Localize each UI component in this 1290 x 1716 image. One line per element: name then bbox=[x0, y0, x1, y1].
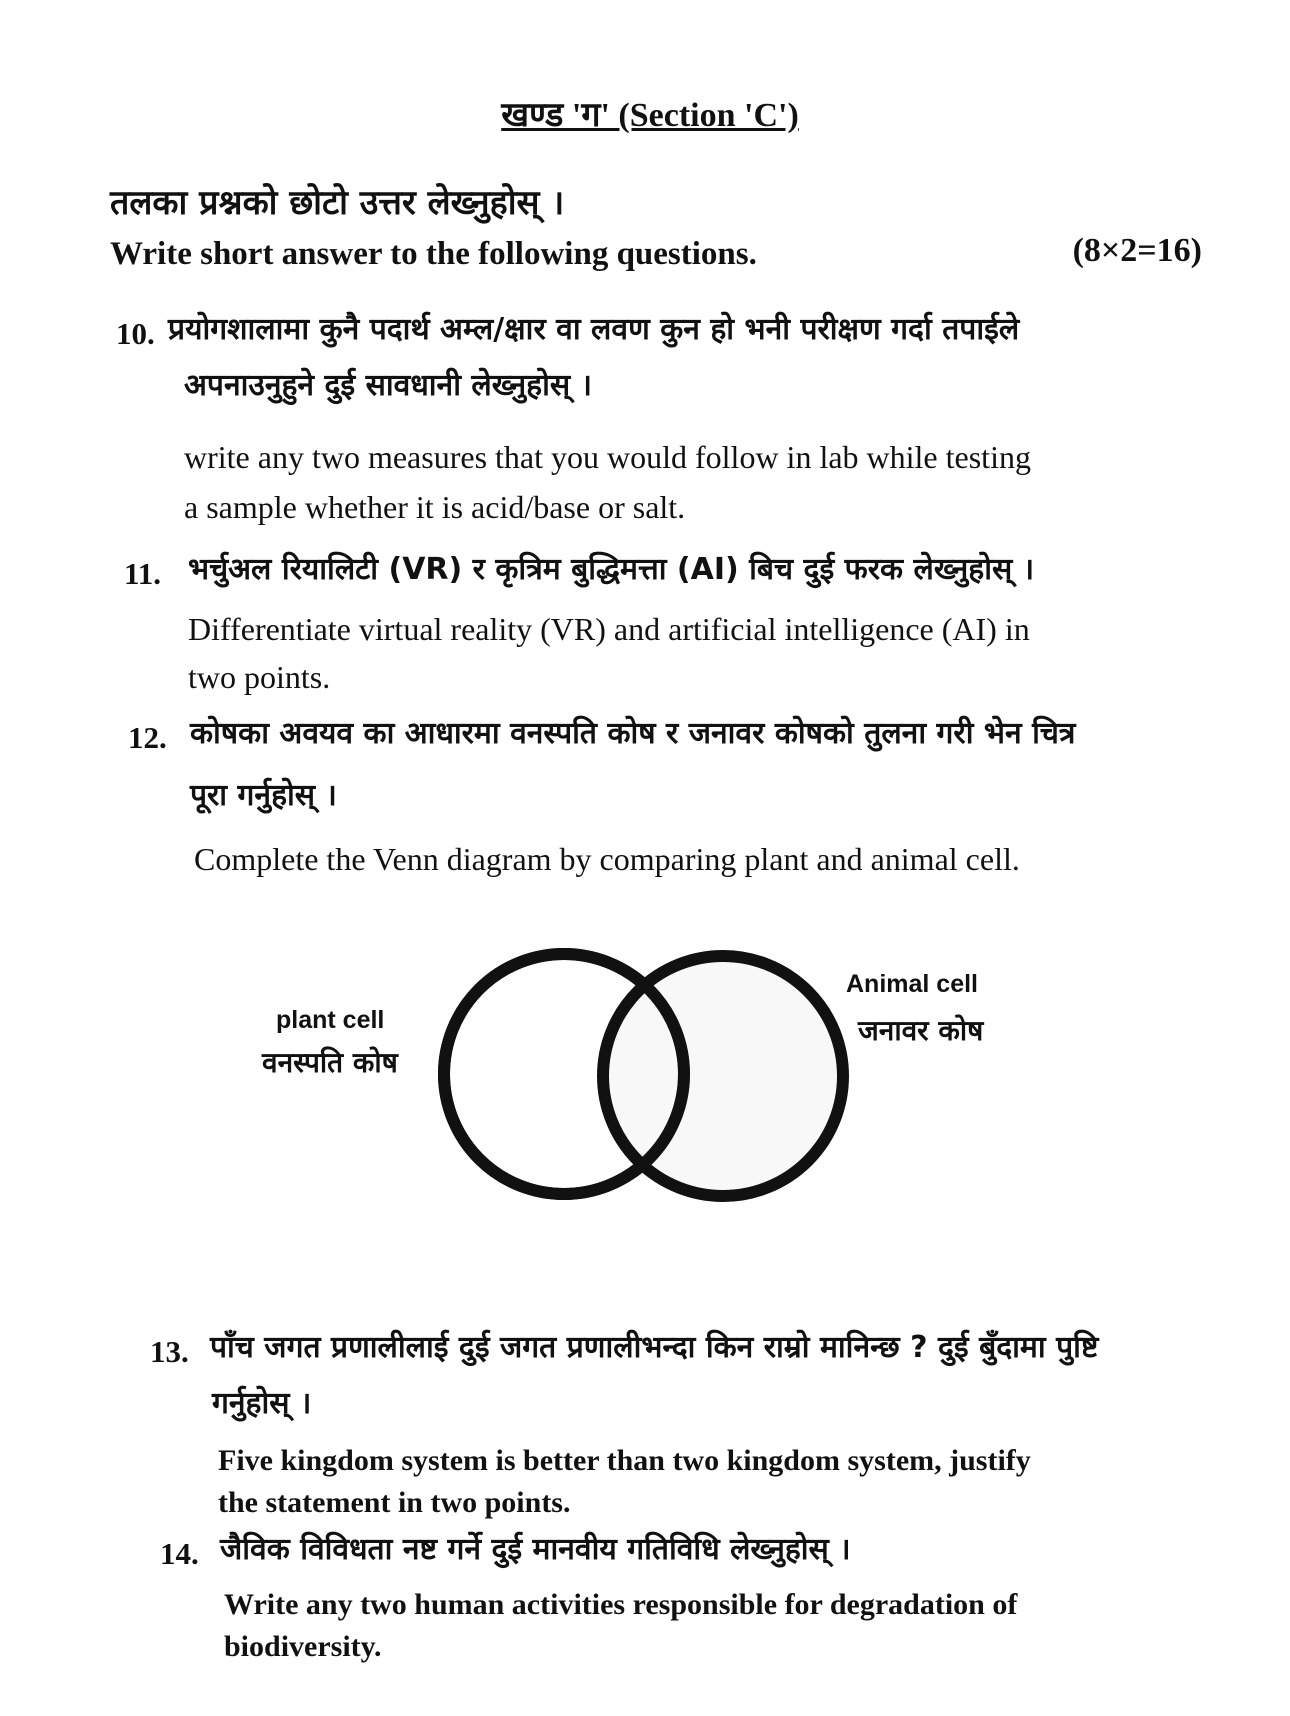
venn-label-animal-nepali: जनावर कोष bbox=[858, 1014, 984, 1047]
question-11-english-line-2: two points. bbox=[188, 659, 331, 695]
instruction-nepali: तलका प्रश्नको छोटो उत्तर लेख्नुहोस् । bbox=[110, 183, 565, 223]
question-13-english-line-2: the statement in two points. bbox=[218, 1486, 571, 1519]
question-14-english-line-2: biodiversity. bbox=[224, 1630, 382, 1663]
question-12-nepali-line-2: पूरा गर्नुहोस् । bbox=[190, 778, 337, 813]
question-12-nepali-line-1: कोषका अवयव का आधारमा वनस्पति कोष र जनावर कोषको तुलना गरी भेन चित्र bbox=[190, 716, 1076, 751]
question-10-nepali-line-2: अपनाउनुहुने दुई सावधानी लेख्नुहोस् । bbox=[184, 368, 592, 403]
question-13-english-line-1: Five kingdom system is better than two kingdom system, justify bbox=[218, 1444, 1031, 1477]
question-13-nepali-line-1: पाँच जगत प्रणालीलाई दुई जगत प्रणालीभन्दा किन राम्रो मानिन्छ ? दुई बुँदामा पुष्टि bbox=[210, 1330, 1099, 1365]
question-10-english-line-1: write any two measures that you would follow in lab while testing bbox=[184, 439, 1031, 475]
venn-label-plant-english: plant cell bbox=[276, 1006, 385, 1034]
question-13-nepali-line-2: गर्नुहोस् । bbox=[212, 1386, 312, 1421]
venn-label-plant-nepali: वनस्पति कोष bbox=[262, 1046, 398, 1079]
question-10-nepali-line-1: प्रयोगशालामा कुनै पदार्थ अम्ल/क्षार वा लवण कुन हो भनी परीक्षण गर्दा तपाईले bbox=[168, 312, 1020, 347]
instruction-english: Write short answer to the following questions. bbox=[110, 236, 757, 272]
question-12-number: 12. bbox=[128, 720, 167, 755]
question-11-english-line-1: Differentiate virtual reality (VR) and artificial intelligence (AI) in bbox=[188, 611, 1030, 647]
question-10-number: 10. bbox=[116, 316, 155, 351]
marks-allocation: (8×2=16) bbox=[1072, 232, 1202, 269]
question-11-nepali-line-1: भर्चुअल रियालिटी (VR) र कृत्रिम बुद्धिमत्ता (AI) बिच दुई फरक लेख्नुहोस् । bbox=[188, 552, 1035, 587]
question-14-english-line-1: Write any two human activities responsible for degradation of bbox=[224, 1588, 1018, 1621]
question-13-number: 13. bbox=[150, 1334, 189, 1369]
question-12-english-line-1: Complete the Venn diagram by comparing plant and animal cell. bbox=[194, 841, 1020, 877]
question-14-number: 14. bbox=[160, 1536, 199, 1571]
question-11-number: 11. bbox=[124, 556, 162, 591]
question-10-english-line-2: a sample whether it is acid/base or salt. bbox=[184, 489, 686, 525]
question-14-nepali-line-1: जैविक विविधता नष्ट गर्ने दुई मानवीय गतिविधि लेख्नुहोस् । bbox=[220, 1532, 851, 1567]
section-title: खण्ड 'ग' (Section 'C') bbox=[501, 97, 799, 134]
venn-label-animal-english: Animal cell bbox=[846, 970, 978, 998]
